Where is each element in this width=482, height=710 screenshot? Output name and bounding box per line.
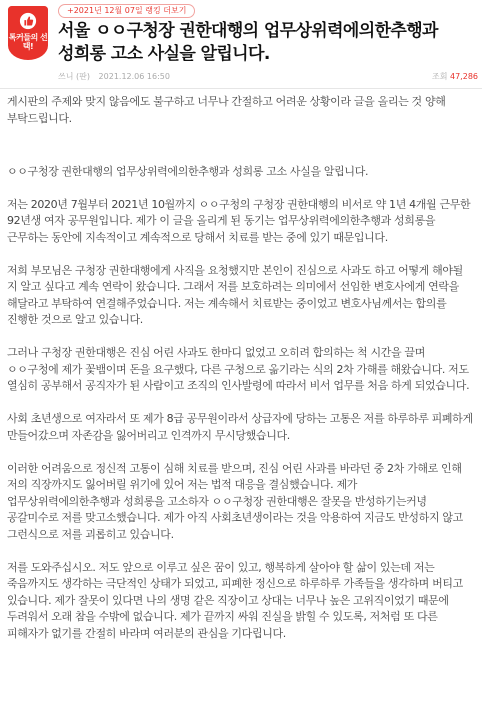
ranking-more-link[interactable]: +2021년 12월 07일 랭킹 더보기: [58, 4, 195, 18]
body-paragraph: 사회 초년생으로 여자라서 또 제가 8급 공무원이라서 상급자에 당하는 고통은 저를 하루하루 피폐하게 만들어갔으며 자존감을 잃어버리고 인격까지 무시당했습니다.: [7, 412, 473, 442]
body-paragraph: 저희 부모님은 구청장 권한대행에게 사직을 요청했지만 본인이 진심으로 사과도 하고 어떻게 해야될 지 알고 싶다고 계속 연락이 왔습니다. 그래서 저를 보호하려는 의미에서 선임한 변호사에게 연락을 해달라고 부탁하여 연결해주었습니다. 저는 계속해서 치료받는 중이었고 변호사님께서는 합의를 진행한 것으로 알고 있습니다.: [7, 263, 463, 326]
post-meta: [58, 70, 478, 84]
header-divider: [0, 88, 482, 89]
post-title: 서울 ㅇㅇ구청장 권한대행의 업무상위력에의한추행과 성희롱 고소 사실을 알립니다.: [58, 21, 438, 64]
view-count: 조회 47,286: [431, 72, 478, 81]
post-header: [0, 0, 482, 96]
body-paragraph: ㅇㅇ구청장 권한대행의 업무상위력에의한추행과 성희롱 고소 사실을 알립니다.: [7, 164, 369, 178]
body-paragraph: 저는 2020년 7월부터 2021년 10월까지 ㅇㅇ구청의 구청장 권한대행의 비서로 약 1년 4개월 근무한 92년생 여자 공무원입니다. 제가 이 글을 올리게 된 동기는 업무상위력에의한추행과 성희롱을 근무하는 동안에 지속적이고 계속적으로 당해서 치료를 받는 중에 있기 때문입니다.: [7, 197, 471, 244]
paragraph-spacer: [7, 144, 473, 164]
talker-choice-badge: [8, 6, 48, 60]
thumbs-up-icon: [19, 12, 37, 30]
body-paragraph: 게시판의 주제와 맞지 않음에도 불구하고 너무나 간절하고 어려운 상황이라 글을 올리는 것 양해 부탁드립니다.: [7, 95, 446, 125]
body-paragraph: 그러나 구청장 권한대행은 진심 어린 사과도 한마디 없었고 오히려 합의하는 척 시간을 끌며 ㅇㅇ구청에 제가 꽃뱀이며 돈을 요구했다, 다른 구청으로 옮기라는 식의 2차 가해를 해왔습니다. 저도 열심히 공부해서 공직자가 된 사람이고 조직의 인사발령에 따라서 비서 업무를 처음 하게 되었습니다.: [7, 346, 470, 392]
author-name[interactable]: 쓰니 (판): [58, 72, 90, 81]
post-date: 2021.12.06 16:50: [98, 72, 170, 81]
body-paragraph: 이러한 어려움으로 정신적 고통이 심해 치료를 받으며, 진심 어린 사과를 바라던 중 2차 가해로 인해 저의 직장까지도 잃어버릴 위기에 있어 저는 법적 대응을 결심했습니다. 제가 업무상위력에의한추행과 성희롱을 고소하자 ㅇㅇ구청장 권한대행은 잘못을 반성하기는커녕 공갈미수로 저를 맞고소했습니다. 제가 아직 사회초년생이라는 것을 악용하여 지금도 반성하지 않고 그런식으로 저를 괴롭히고 있습니다.: [7, 461, 463, 541]
body-paragraph: 저를 도와주십시오. 저도 앞으로 이루고 싶은 꿈이 있고, 행복하게 살아야 할 삶이 있는데 저는 죽음까지도 생각하는 극단적인 상태가 되었고, 피폐한 정신으로 하루하루 가족들을 생각하며 버티고 있습니다. 제가 잘못이 있다면 나의 생명 같은 직장이고 상대는 너무나 높은 고위직이었기 때문에 두려워서 오래 참을 수밖에 없습니다. 제가 끝까지 싸워 진실을 밝힐 수 있도록, 저처럼 또 다른 피해자가 없기를 간절히 바라며 여러분의 관심을 기다립니다.: [7, 560, 463, 640]
badge-label: 톡커들의 선택!: [8, 33, 48, 51]
post-body: [7, 94, 473, 659]
